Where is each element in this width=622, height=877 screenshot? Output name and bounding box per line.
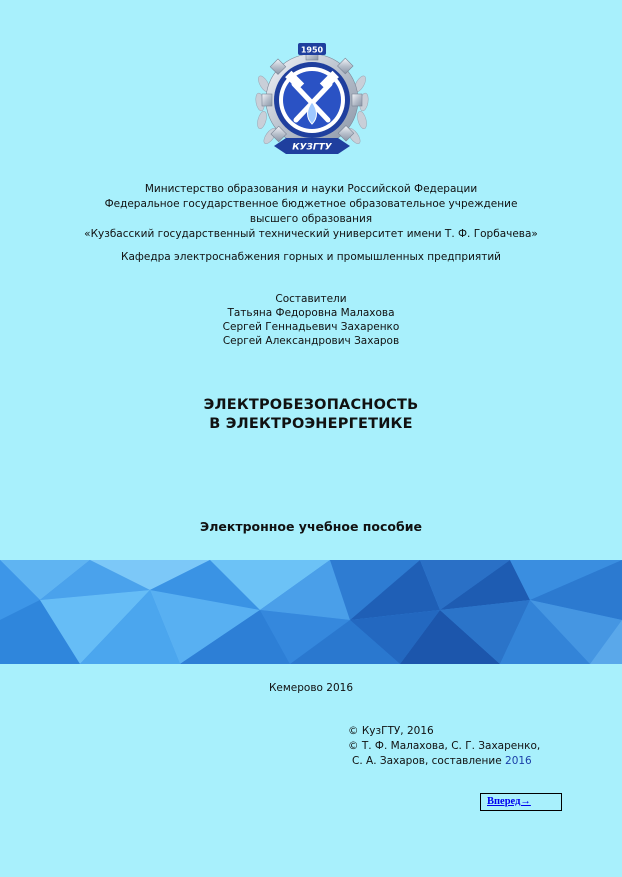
copyright-line	[348, 754, 540, 769]
copyright-block	[348, 724, 540, 769]
emblem-year: 1950	[300, 45, 324, 55]
copyright-line: © Т. Ф. Малахова, С. Г. Захаренко,	[348, 740, 541, 752]
authors-block	[0, 292, 622, 348]
author-name: Сергей Александрович Захаров	[222, 335, 400, 347]
next-button-frame	[480, 793, 562, 811]
document-title	[0, 396, 622, 434]
copyright-line: © КузГТУ, 2016	[348, 725, 434, 737]
university-emblem-icon	[252, 40, 372, 174]
ministry-line: «Кузбасский государственный технический университет имени Т. Ф. Горбачева»	[84, 228, 538, 240]
next-page-link[interactable]: Вперед→	[487, 796, 531, 807]
ministry-block	[0, 182, 622, 242]
city-year: Кемерово 2016	[268, 682, 354, 694]
copyright-year: 2016	[505, 755, 532, 767]
copyright-line-text: С. А. Захаров, составление	[352, 755, 502, 767]
emblem-name: КУЗГТУ	[292, 142, 332, 153]
author-name: Татьяна Федоровна Малахова	[227, 307, 395, 319]
title-line: ЭЛЕКТРОБЕЗОПАСНОСТЬ	[203, 397, 419, 413]
decorative-banner	[0, 560, 622, 664]
ministry-line: Федеральное государственное бюджетное образовательное учреждение	[104, 198, 518, 210]
author-name: Сергей Геннадьевич Захаренко	[222, 321, 400, 333]
document-subtitle: Электронное учебное пособие	[200, 519, 422, 534]
authors-heading: Составители	[275, 293, 347, 305]
department: Кафедра электроснабжения горных и промышленных предприятий	[121, 251, 501, 263]
ministry-line: Министерство образования и науки Российской Федерации	[144, 183, 478, 195]
ministry-line: высшего образования	[249, 213, 373, 225]
title-line: В ЭЛЕКТРОЭНЕРГЕТИКЕ	[209, 416, 413, 432]
